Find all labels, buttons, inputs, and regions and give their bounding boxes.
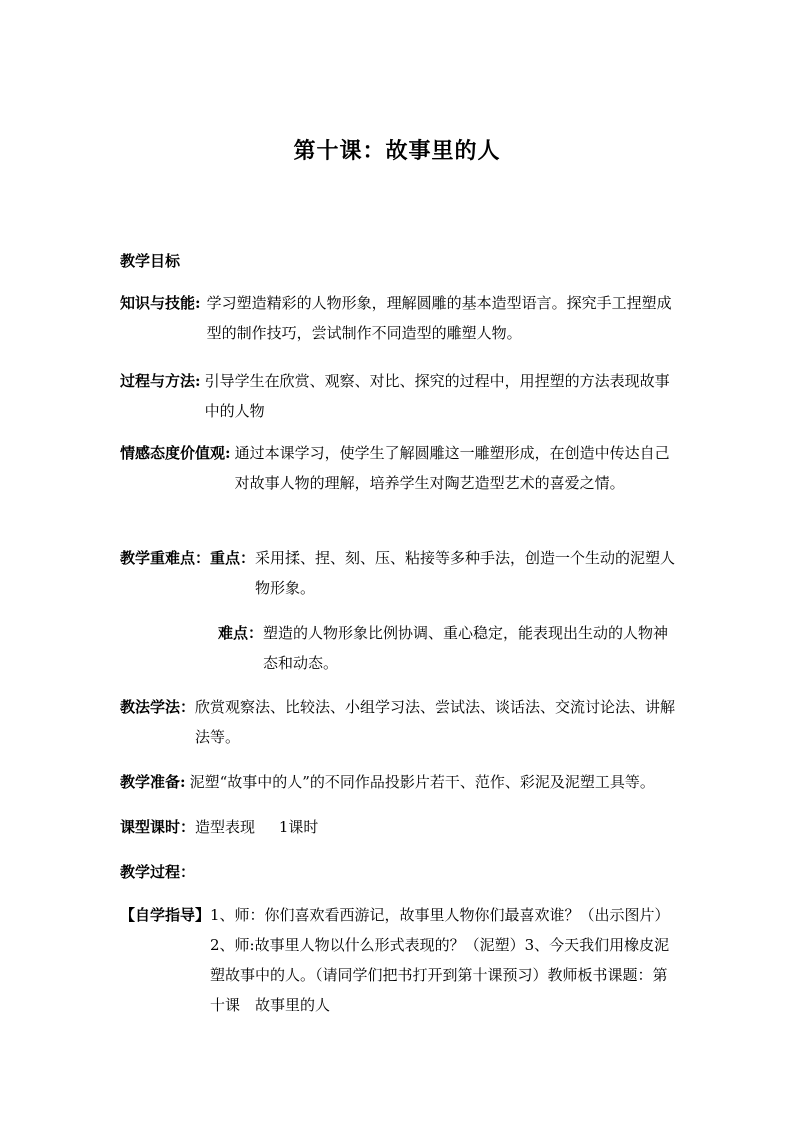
knowledge-skills-text: 学习塑造精彩的人物形象，理解圆雕的基本造型语言。探究手工捏塑成型的制作技巧，尝试制作不同造型的雕塑人物。 xyxy=(206,294,672,342)
process-method-text: 引导学生在欣赏、观察、对比、探究的过程中，用捏塑的方法表现故事中的人物 xyxy=(204,372,670,420)
lesson-type-text: 造型表现 1课时 xyxy=(195,818,319,836)
self-study-label: 【自学指导】 xyxy=(120,906,211,924)
objectives-heading: 教学目标 xyxy=(120,252,181,270)
key-points-label: 教学重难点：重点： xyxy=(120,549,256,567)
emotion-values-item xyxy=(120,438,680,498)
self-study-item xyxy=(120,900,675,1020)
key-points-item xyxy=(120,543,680,603)
process-method-label: 过程与方法: xyxy=(120,372,201,390)
preparation-text: 泥塑“故事中的人”的不同作品投影片若干、范作、彩泥及泥塑工具等。 xyxy=(189,773,655,791)
process-method-item xyxy=(120,366,680,426)
preparation-item xyxy=(120,767,680,797)
methods-text: 欣赏观察法、比较法、小组学习法、尝试法、谈话法、交流讨论法、讲解法等。 xyxy=(195,698,676,746)
methods-label: 教法学法： xyxy=(120,698,196,716)
lesson-type-label: 课型课时： xyxy=(120,818,196,836)
page-title: 第十课：故事里的人 xyxy=(293,138,501,164)
teaching-process-heading: 教学过程： xyxy=(120,863,196,881)
emotion-values-label: 情感态度价值观: xyxy=(120,444,231,462)
knowledge-skills-item xyxy=(120,288,680,348)
emotion-values-text: 通过本课学习，使学生了解圆雕这一雕塑形成，在创造中传达自己对故事人物的理解，培养学生对陶艺造型艺术的喜爱之情。 xyxy=(234,444,670,492)
methods-item xyxy=(120,692,680,752)
self-study-text: 1、师：你们喜欢看西游记，故事里人物你们最喜欢谁？（出示图片）2、师:故事里人物以什么形式表现的？（泥塑）3、今天我们用橡皮泥塑故事中的人。（请同学们把书打开到第十课预习）教师板书课题：第十课 故事里的人 xyxy=(210,906,670,1014)
knowledge-skills-label: 知识与技能: xyxy=(120,294,201,312)
difficult-points-label: 难点： xyxy=(218,624,264,642)
key-points-text: 采用揉、捏、刻、压、粘接等多种手法，创造一个生动的泥塑人物形象。 xyxy=(255,549,676,597)
preparation-label: 教学准备: xyxy=(120,773,186,791)
difficult-points-item xyxy=(218,618,670,678)
difficult-points-text: 塑造的人物形象比例协调、重心稳定，能表现出生动的人物神态和动态。 xyxy=(263,624,669,672)
lesson-type-item xyxy=(120,812,680,842)
